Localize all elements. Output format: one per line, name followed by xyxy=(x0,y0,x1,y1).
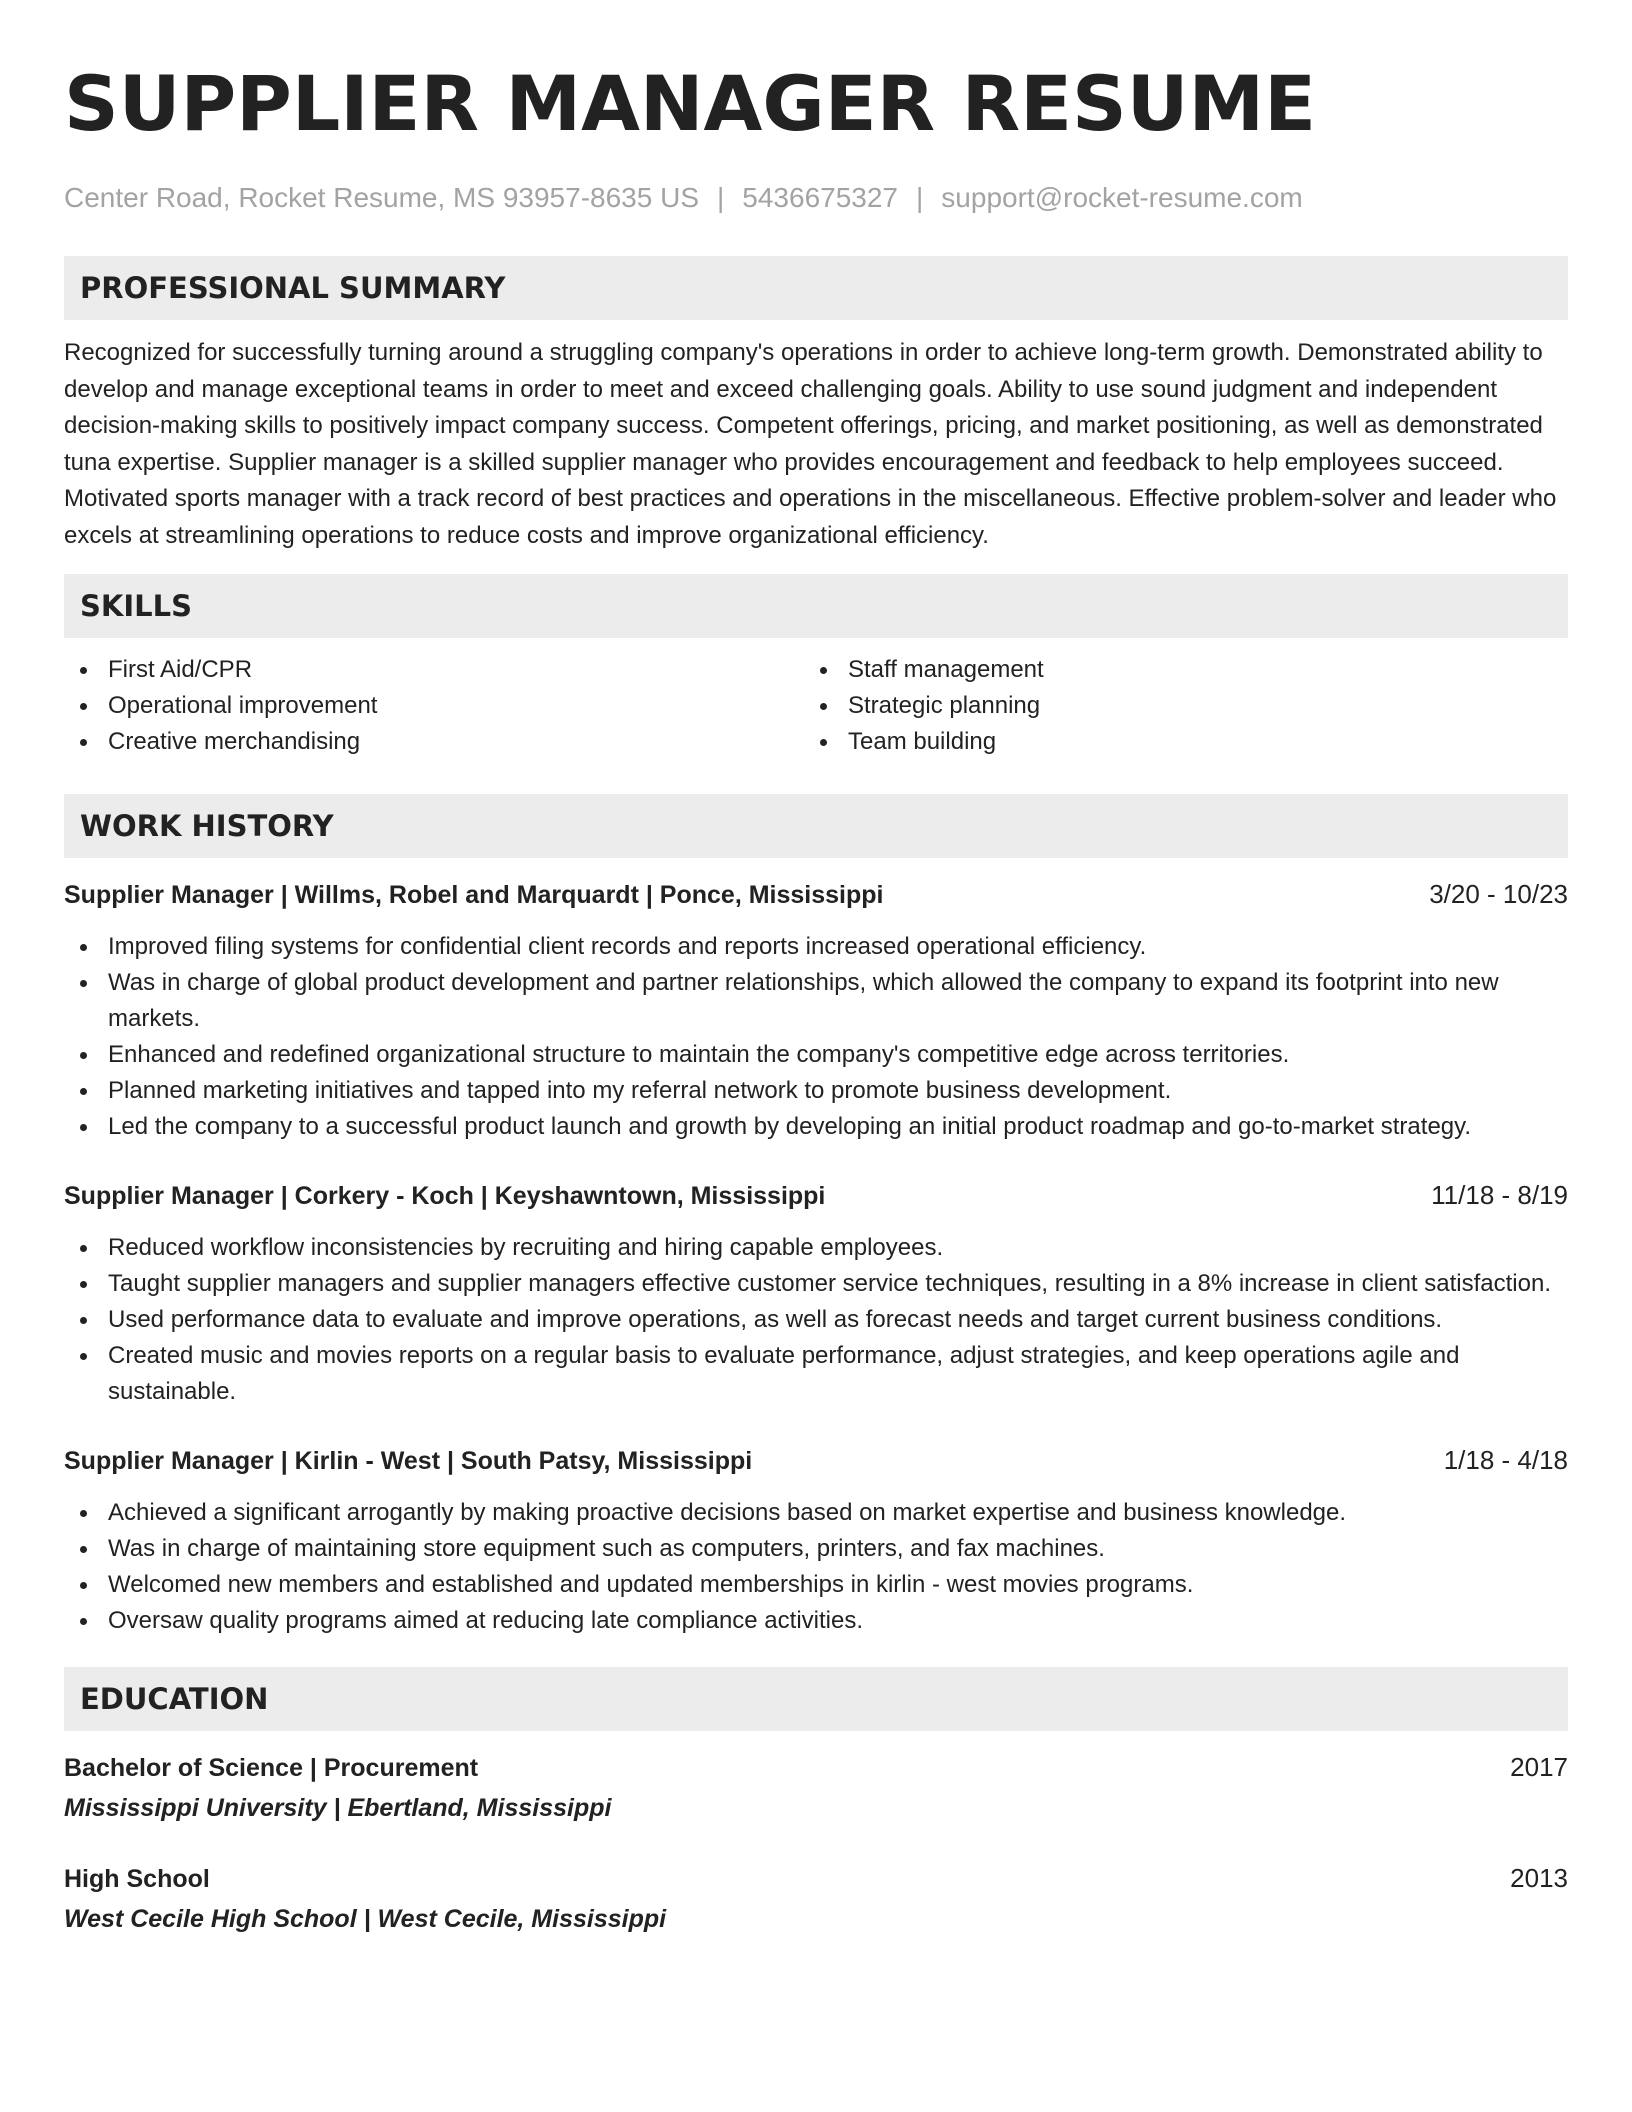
skill-item: Operational improvement xyxy=(64,688,804,724)
section-title: EDUCATION xyxy=(80,1682,269,1716)
job-bullets xyxy=(64,1230,1568,1410)
section-header-work-history xyxy=(64,794,1568,858)
job-entry xyxy=(64,1442,1568,1639)
skill-item: Creative merchandising xyxy=(64,724,804,760)
job-dates: 11/18 - 8/19 xyxy=(1431,1180,1568,1210)
job-dates: 3/20 - 10/23 xyxy=(1429,879,1568,909)
contact-separator: | xyxy=(717,182,725,213)
section-title: WORK HISTORY xyxy=(80,809,334,843)
job-bullet: Led the company to a successful product launch and growth by developing an initial product roadmap and go-to-market strategy. xyxy=(64,1109,1568,1145)
education-degree: Bachelor of Science | Procurement xyxy=(64,1754,479,1782)
education-year: 2017 xyxy=(1510,1752,1568,1782)
section-header-skills xyxy=(64,574,1568,638)
section-header-summary xyxy=(64,256,1568,320)
job-bullets xyxy=(64,1495,1568,1639)
education-degree: High School xyxy=(64,1865,210,1893)
job-dates: 1/18 - 4/18 xyxy=(1443,1445,1568,1475)
education-institution: West Cecile High School | West Cecile, Mississippi xyxy=(64,1905,667,1933)
job-bullet: Was in charge of maintaining store equipment such as computers, printers, and fax machines. xyxy=(64,1531,1568,1567)
job-bullets xyxy=(64,929,1568,1145)
job-header xyxy=(64,876,1568,913)
job-title: Supplier Manager | Willms, Robel and Marquardt | Ponce, Mississippi xyxy=(64,881,884,909)
contact-email: support@rocket-resume.com xyxy=(941,182,1303,213)
contact-address: Center Road, Rocket Resume, MS 93957-8635 US xyxy=(64,182,699,213)
skills-list xyxy=(64,652,1568,760)
job-bullet: Created music and movies reports on a regular basis to evaluate performance, adjust strategies, and keep operations agile and sustainable. xyxy=(64,1338,1568,1410)
job-bullet: Welcomed new members and established and updated memberships in kirlin - west movies programs. xyxy=(64,1567,1568,1603)
skill-item: Staff management xyxy=(804,652,1044,688)
section-title: PROFESSIONAL SUMMARY xyxy=(80,271,506,305)
education-year: 2013 xyxy=(1510,1863,1568,1893)
skill-item: Strategic planning xyxy=(804,688,1044,724)
skill-item: First Aid/CPR xyxy=(64,652,804,688)
job-bullet: Used performance data to evaluate and improve operations, as well as forecast needs and target current business conditions. xyxy=(64,1302,1568,1338)
job-bullet: Planned marketing initiatives and tapped into my referral network to promote business development. xyxy=(64,1073,1568,1109)
job-title: Supplier Manager | Kirlin - West | South Patsy, Mississippi xyxy=(64,1447,753,1475)
section-title: SKILLS xyxy=(80,589,192,623)
job-bullet: Was in charge of global product development and partner relationships, which allowed the company to expand its footprint into new markets. xyxy=(64,965,1568,1037)
education-header xyxy=(64,1749,1568,1786)
job-title: Supplier Manager | Corkery - Koch | Keyshawntown, Mississippi xyxy=(64,1182,826,1210)
job-bullet: Oversaw quality programs aimed at reducing late compliance activities. xyxy=(64,1603,1568,1639)
resume-title: SUPPLIER MANAGER RESUME xyxy=(64,59,1317,148)
job-bullet: Reduced workflow inconsistencies by recruiting and hiring capable employees. xyxy=(64,1230,1568,1266)
contact-separator: | xyxy=(916,182,924,213)
contact-phone: 5436675327 xyxy=(742,182,899,213)
skills-column-right xyxy=(804,652,1044,760)
education-entry xyxy=(64,1860,1568,1937)
job-bullet: Enhanced and redefined organizational structure to maintain the company's competitive edge across territories. xyxy=(64,1037,1568,1073)
skill-item: Team building xyxy=(804,724,1044,760)
skills-column-left xyxy=(64,652,804,760)
job-header xyxy=(64,1442,1568,1479)
summary-text: Recognized for successfully turning around a struggling company's operations in order to achieve long-term growth. Demonstrated ability to develop and manage exceptional teams in order to meet and exceed challenging goals. Ability to use sound judgment and independent decision-making skills to positively impact company success. Competent offerings, pricing, and market positioning, as well as demonstrated tuna expertise. Supplier manager is a skilled supplier manager who provides encouragement and feedback to help employees succeed. Motivated sports manager with a track record of best practices and operations in the miscellaneous. Effective problem-solver and leader who excels at streamlining operations to reduce costs and improve organizational efficiency. xyxy=(64,339,1557,549)
education-institution: Mississippi University | Ebertland, Mississippi xyxy=(64,1794,612,1822)
contact-line xyxy=(64,180,1568,216)
job-bullet: Achieved a significant arrogantly by making proactive decisions based on market expertise and business knowledge. xyxy=(64,1495,1568,1531)
job-bullet: Improved filing systems for confidential client records and reports increased operational efficiency. xyxy=(64,929,1568,965)
job-header xyxy=(64,1177,1568,1214)
education-header xyxy=(64,1860,1568,1897)
education-entry xyxy=(64,1749,1568,1826)
job-entry xyxy=(64,876,1568,1145)
job-entry xyxy=(64,1177,1568,1410)
section-header-education xyxy=(64,1667,1568,1731)
job-bullet: Taught supplier managers and supplier managers effective customer service techniques, resulting in a 8% increase in client satisfaction. xyxy=(64,1266,1568,1302)
